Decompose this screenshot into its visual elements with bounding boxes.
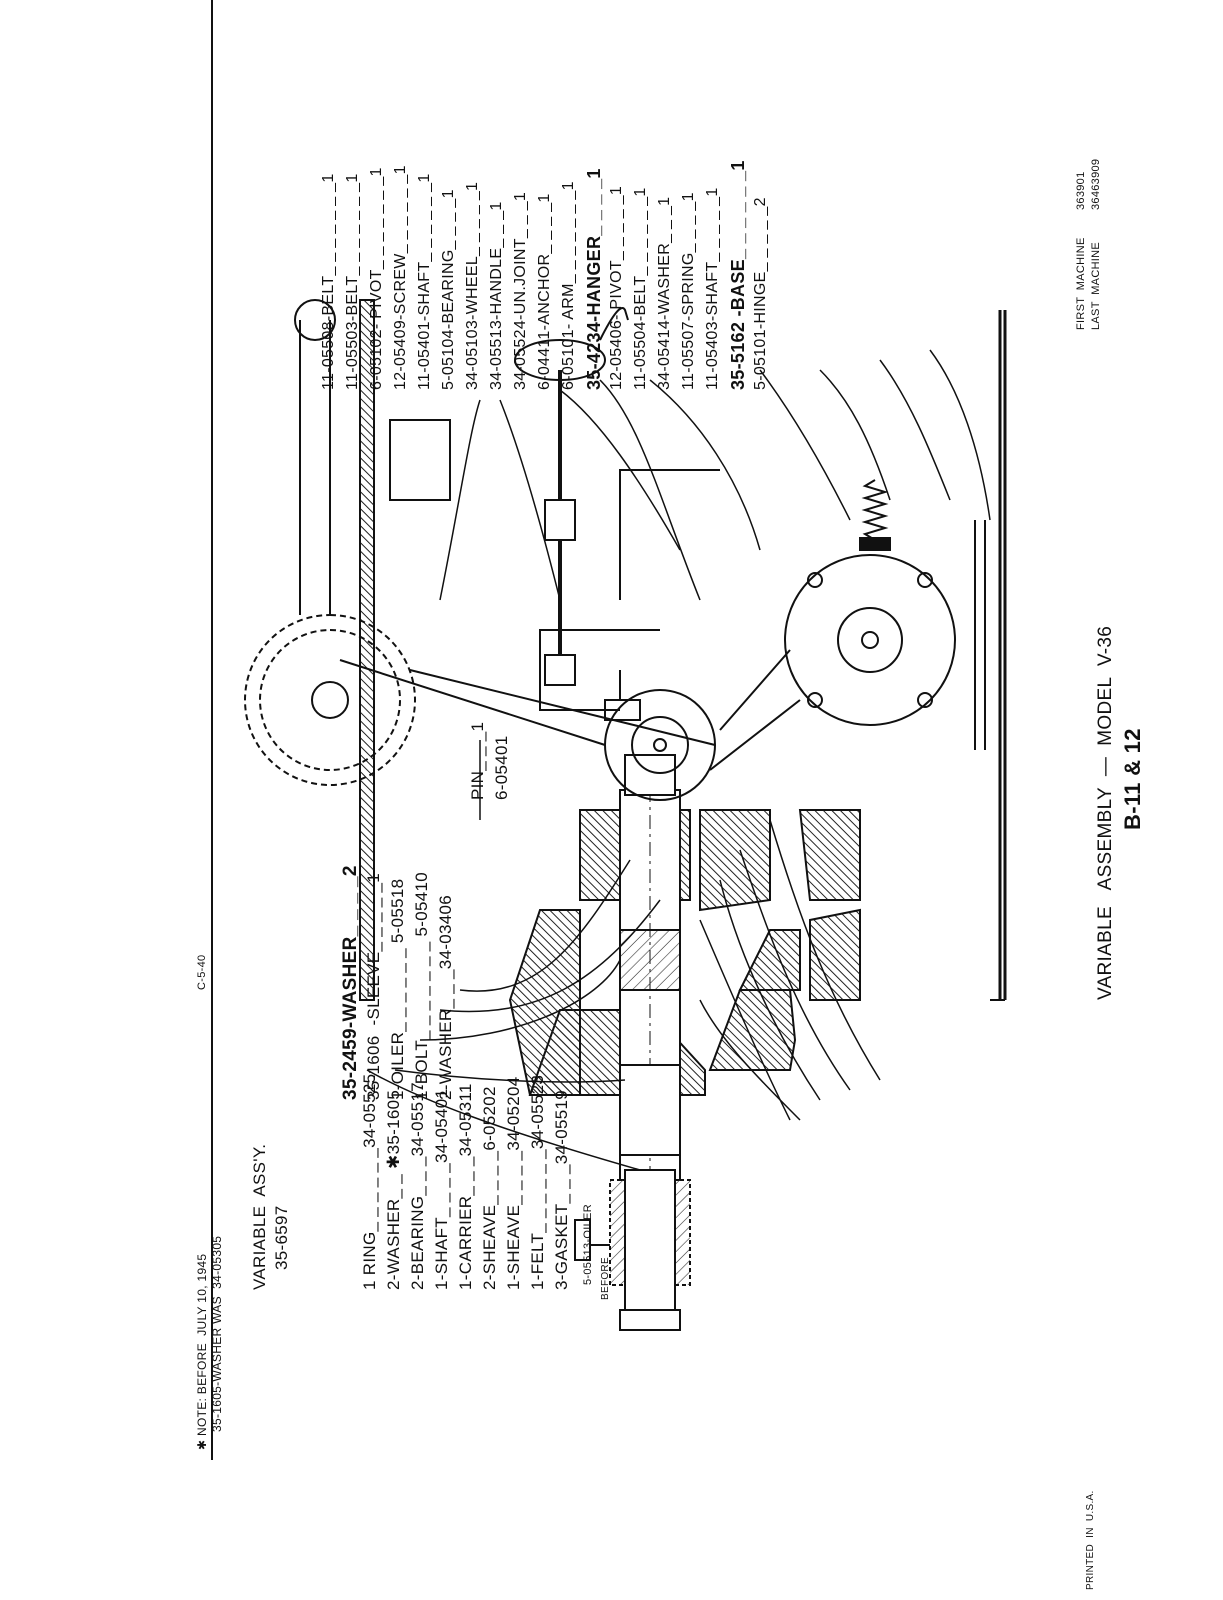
- parts-list-top-item: 35-1606 -SLEEVE_ _ _ _ _1: [364, 872, 383, 1100]
- parts-list-bottom-item: 3-GASKET_ _ _34-05519: [552, 1089, 571, 1290]
- note-line-1: ✱ NOTE: BEFORE JULY 10, 1945: [195, 1253, 209, 1450]
- sheave-right: [700, 810, 770, 910]
- last-machine-value: 36463909: [1090, 158, 1102, 210]
- parts-list-bottom-item: 2-BEARING_ _ _34-05517: [408, 1082, 427, 1290]
- note-line-2: 35-1605-WASHER WAS 34-05305: [210, 1235, 224, 1432]
- parts-list-top-item: 35-2459-WASHER_ _ _ _2: [340, 865, 361, 1100]
- spring-bolt: [860, 538, 890, 550]
- parts-list-right-item: 11-05503-BELT_ _ _ _ _ _ _1: [344, 173, 361, 390]
- parts-list-right-item: 35-5162 -BASE_ _ _ _ _ _1: [728, 160, 748, 390]
- oiler-note: 5-05513-OILER: [582, 1204, 594, 1285]
- parts-list-right-item: 34-05103-WHEEL_ _ _ _ _1: [464, 181, 481, 390]
- parts-list-right-item: 5-05104-BEARING_ _ _ _1: [440, 189, 457, 390]
- parts-list-bottom-item: 1-FELT_ _ _ _ _ _34-05523: [528, 1074, 547, 1290]
- hub-shaft: [625, 1170, 675, 1310]
- first-machine-value: 363901: [1075, 171, 1087, 210]
- parts-list-right-item: 34-05513-HANDLE_ _ _1: [488, 201, 505, 390]
- footer-right: PRINTED IN U.S.A.: [1085, 1490, 1096, 1590]
- pivot-block: [545, 655, 575, 685]
- parts-list-right-item: 6-05102- PIVOT_ _ _ _ _ _ _1: [368, 167, 385, 390]
- parts-list-right-item: 12-05409-SCREW_ _ _ _ _ _1: [392, 165, 409, 390]
- drawing-title: VARIABLE ASSEMBLY — MODEL V-36: [1095, 625, 1116, 1000]
- pin-label: PIN_ _ _1: [468, 721, 487, 800]
- parts-list-bottom-item: 1-SHEAVE_ _ _ _34-05204: [504, 1076, 523, 1290]
- pin-number: 6-05401: [492, 735, 511, 800]
- footer-left: C-5-40: [196, 954, 208, 990]
- parts-list-bottom-item: 2-SHEAVE_ _ _ _6-05202: [480, 1086, 499, 1290]
- parts-list-right-item: 5-05101-HINGE_ _ _ _ _2: [752, 197, 769, 390]
- first-machine-label: FIRST MACHINE: [1075, 237, 1087, 330]
- parts-list-right-item: 11-05508-BELT_ _ _ _ _ _ _1: [320, 173, 337, 390]
- bearing-mid: [620, 1065, 680, 1155]
- parts-list-right-item: 34-05524-UN.JOINT_ _ _1: [512, 191, 529, 390]
- parts-list-bottom-item: 2-WASHER_ _ ✱35-1605: [384, 1089, 403, 1290]
- variable-assy-number: 35-6597: [272, 1205, 291, 1270]
- universal-joint: [545, 500, 575, 540]
- sheave-top: [510, 910, 580, 1095]
- sheave-mid-2: [740, 930, 800, 990]
- parts-list-right-item: 11-05403-SHAFT_ _ _ _ _1: [704, 187, 721, 390]
- parts-list-top-item: 2-WASHER_ _ _34-03406: [436, 894, 455, 1100]
- parts-list-right-item: 34-05414-WASHER_ _ _1: [656, 196, 673, 390]
- parts-list-right-item: 11-05504-BELT_ _ _ _ _ _1: [632, 187, 649, 390]
- parts-list-right-item: 11-05401-SHAFT_ _ _ _ _ _1: [416, 173, 433, 390]
- parts-list-bottom-item: 1-SHAFT_ _ _ _34-05401: [432, 1088, 451, 1290]
- last-machine-label: LAST MACHINE: [1090, 241, 1102, 330]
- motor-housing: [785, 555, 955, 725]
- collar: [625, 755, 675, 795]
- sheave-middle: [710, 990, 795, 1070]
- parts-list-right-item: 6-04411-ANCHOR_ _ _ _1: [536, 193, 553, 390]
- parts-list-bottom-item: 1 RING_ _ _ _ _ _34-05525: [360, 1073, 379, 1290]
- spring: [865, 480, 885, 540]
- arm: [710, 650, 800, 770]
- oiler-before: BEFORE: [600, 1257, 611, 1300]
- sheave-bottom: [800, 810, 860, 900]
- parts-list-top-item: 1-BOLT_ _ _ _ _ _ _ 5-05410: [412, 872, 431, 1100]
- parts-list-bottom-item: 1-CARRIER_ _ _34-05311: [456, 1083, 475, 1290]
- parts-list-right-item: 11-05507-SPRING_ _ _ _1: [680, 192, 697, 390]
- parts-list-right-item: 35-4234-HANGER_ _ _ _1: [584, 168, 604, 390]
- bearing-left: [620, 930, 680, 990]
- sheave-top-2: [810, 910, 860, 1000]
- parts-list-top-item: 1-OILER_ _ _ _ _ _ 5-05518: [388, 878, 407, 1100]
- wheel-dashed: [245, 615, 415, 785]
- variable-assy-label: VARIABLE ASS'Y.: [250, 1143, 269, 1290]
- nut: [620, 1310, 680, 1330]
- parts-list-right-item: 6-05101- ARM_ _ _ _ _ _ _1: [560, 181, 577, 390]
- parts-list-right-item: 12-05406- PIVOT_ _ _ _ _1: [608, 185, 625, 390]
- drawing-subtitle: B-11 & 12: [1120, 728, 1145, 830]
